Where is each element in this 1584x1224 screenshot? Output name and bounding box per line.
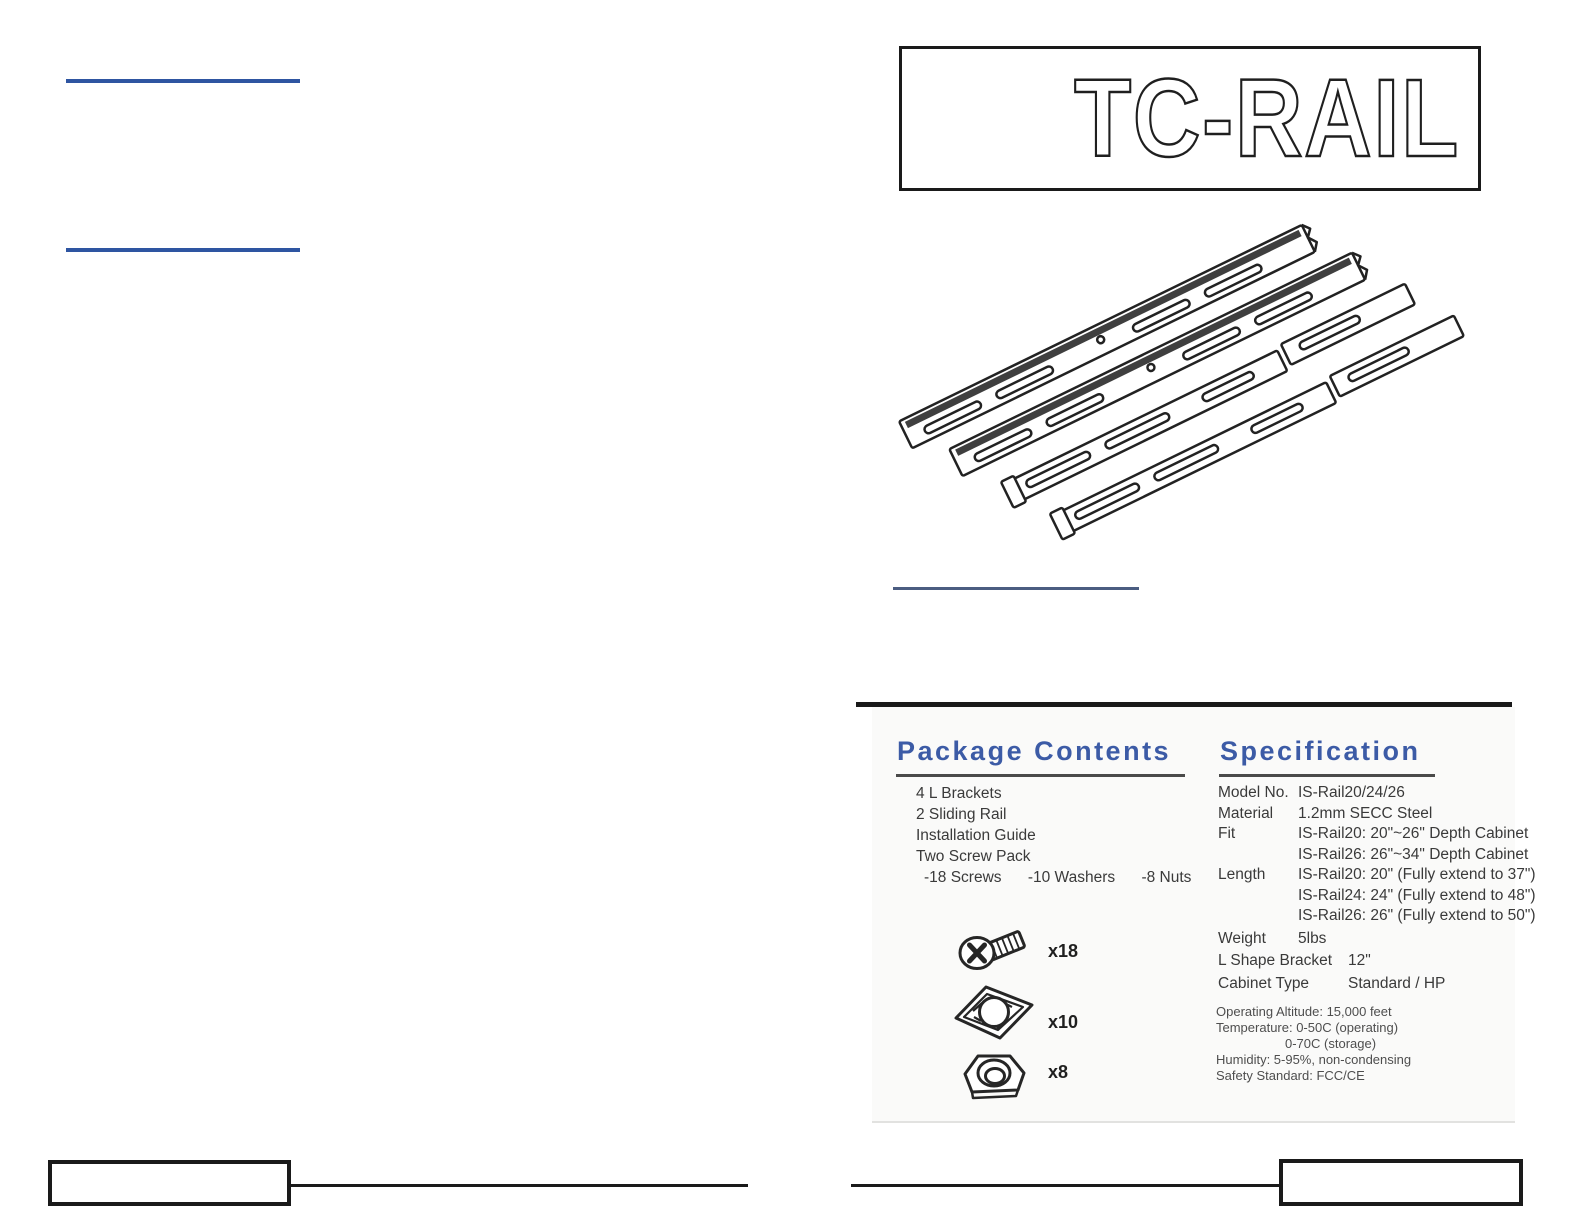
list-item: 4 L Brackets	[916, 785, 1002, 802]
note-line: Operating Altitude: 15,000 feet	[1216, 1004, 1392, 1019]
spec-value: Standard / HP	[1348, 974, 1446, 992]
spec-value: IS-Rail26: 26"~34" Depth Cabinet	[1298, 845, 1529, 863]
spec-row	[1218, 783, 1518, 804]
footer-rule-right	[851, 1184, 1280, 1187]
spec-label: Cabinet Type	[1218, 974, 1310, 992]
spec-value: IS-Rail20: 20" (Fully extend to 37")	[1298, 866, 1536, 883]
spec-value: 12"	[1348, 952, 1371, 969]
screw-pack-detail	[916, 867, 1246, 888]
washer-quantity: x10	[1048, 1012, 1079, 1032]
channel-rail-1	[899, 222, 1320, 448]
nuts-count: -8 Nuts	[1141, 869, 1192, 886]
specification-table	[1218, 783, 1536, 994]
footer-label-box-left	[48, 1160, 291, 1206]
footer-label-box-right	[1279, 1159, 1523, 1206]
sliding-rails-illustration	[925, 248, 1437, 560]
spec-label: Weight	[1218, 929, 1266, 947]
spec-row	[1218, 951, 1518, 972]
spec-value: 1.2mm SECC Steel	[1298, 804, 1433, 822]
package-contents-heading: Package Contents	[896, 736, 1185, 777]
blank-heading-rule-1	[66, 79, 300, 83]
nut-quantity: x8	[1048, 1062, 1069, 1082]
channel-rail-2	[949, 250, 1370, 476]
spec-label: Material	[1218, 804, 1274, 822]
spec-label: Length	[1218, 866, 1266, 883]
note-line: Humidity: 5-95%, non-condensing	[1216, 1052, 1412, 1067]
spec-label: Fit	[1218, 825, 1236, 842]
spec-label	[1218, 845, 1298, 866]
washer-icon	[948, 980, 1040, 1046]
list-item: Two Screw Pack	[916, 848, 1031, 865]
spec-row	[1218, 804, 1518, 825]
brand-box	[899, 46, 1481, 191]
screw-icon	[955, 916, 1037, 976]
washers-count: -10 Washers	[1027, 869, 1116, 886]
spec-row	[1218, 845, 1529, 866]
specification-heading: Specification	[1219, 736, 1435, 777]
footer-rule-left	[289, 1184, 748, 1187]
spec-value: IS-Rail24: 24" (Fully extend to 48")	[1298, 886, 1536, 904]
spec-value: IS-Rail26: 26" (Fully extend to 50")	[1298, 907, 1536, 924]
spec-label: L Shape Bracket	[1218, 952, 1333, 969]
blank-heading-rule-2	[66, 248, 300, 252]
spec-row	[1218, 929, 1518, 950]
product-title: TC-RAIL	[1074, 56, 1460, 180]
environment-notes	[1216, 1004, 1411, 1084]
screws-count: -18 Screws	[924, 869, 1002, 886]
spec-value: IS-Rail20/24/26	[1298, 784, 1405, 801]
spec-row	[1218, 886, 1536, 907]
spec-row	[1218, 906, 1536, 927]
package-contents-list	[916, 783, 1246, 888]
list-item: Installation Guide	[916, 827, 1036, 844]
spec-row	[1218, 974, 1518, 995]
screw-quantity: x18	[1048, 941, 1079, 961]
spec-value: 5lbs	[1298, 929, 1327, 947]
spec-row	[1218, 824, 1529, 845]
spec-label	[1218, 906, 1298, 927]
nut-icon	[958, 1046, 1032, 1102]
spec-row	[1218, 865, 1536, 886]
note-line: 0-70C (storage)	[1285, 1036, 1377, 1051]
list-item: 2 Sliding Rail	[916, 806, 1007, 823]
blank-caption-rule	[893, 587, 1139, 590]
spec-label: Model No.	[1218, 784, 1289, 801]
spec-value: IS-Rail20: 20"~26" Depth Cabinet	[1298, 825, 1529, 842]
note-line: Safety Standard: FCC/CE	[1216, 1068, 1365, 1083]
spec-label	[1218, 886, 1298, 907]
note-line: Temperature: 0-50C (operating)	[1216, 1020, 1399, 1035]
